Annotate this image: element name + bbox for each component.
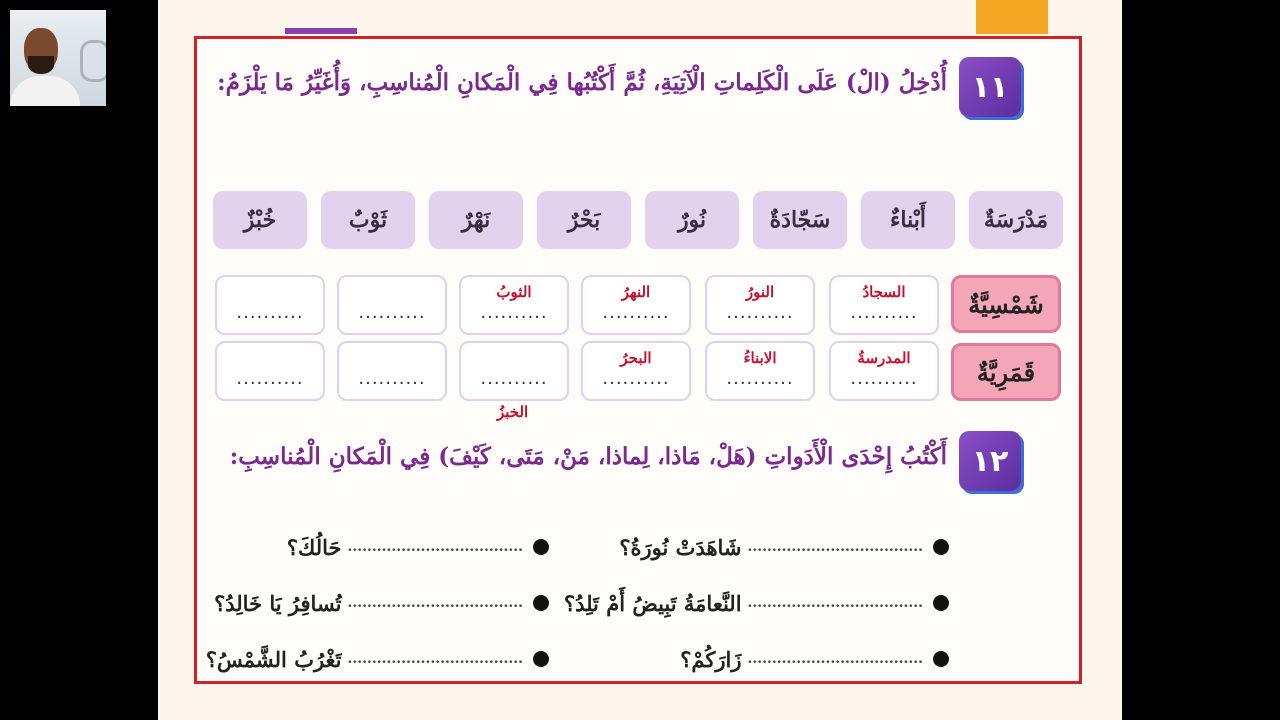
cell-dots: .......... bbox=[358, 368, 426, 389]
exercise-11-instruction: أُدْخِلُ (الْ) عَلَى الْكَلِماتِ الْآتِيَةِ، ثُمَّ أَكْتُبُها فِي الْمَكانِ الْمُناسِبِ، وَأُغَيِّرُ مَا يَلْزَمُ: bbox=[217, 69, 947, 96]
word-chip[interactable]: ثَوْبٌ bbox=[321, 191, 415, 249]
page-tab-purple bbox=[285, 28, 357, 34]
question-text: النَّعامَةُ تَبِيضُ أَمْ تَلِدُ؟ bbox=[563, 590, 742, 616]
answer-cell[interactable] bbox=[581, 275, 691, 335]
cell-answer: البحرُ bbox=[620, 349, 652, 367]
answer-cell[interactable] bbox=[581, 341, 691, 401]
bullet-icon bbox=[933, 651, 949, 667]
word-chip[interactable]: أَبْناءٌ bbox=[861, 191, 955, 249]
answer-cell[interactable] bbox=[705, 341, 815, 401]
cell-dots: .......... bbox=[602, 302, 670, 323]
question-text: تُسافِرُ يَا خَالِدُ؟ bbox=[214, 590, 342, 616]
handwritten-answer: الخبزُ bbox=[497, 403, 529, 421]
cell-dots: .......... bbox=[602, 368, 670, 389]
presenter-body bbox=[10, 76, 80, 106]
row-label-shamsiyya: شَمْسِيَّةٌ bbox=[951, 275, 1061, 333]
blank-dots[interactable]: .................................... bbox=[347, 651, 523, 667]
cell-dots: .......... bbox=[480, 302, 548, 323]
cell-answer: الابناءُ bbox=[743, 349, 777, 367]
cell-answer: النهرُ bbox=[621, 283, 651, 301]
answer-cell[interactable] bbox=[337, 275, 447, 335]
word-chip[interactable]: نُورٌ bbox=[645, 191, 739, 249]
presenter-beard bbox=[28, 56, 54, 74]
question-item bbox=[564, 583, 949, 623]
cell-dots: .......... bbox=[358, 302, 426, 323]
question-item bbox=[680, 639, 949, 679]
blank-dots[interactable]: .................................... bbox=[747, 651, 923, 667]
cell-answer: السجادُ bbox=[862, 283, 906, 301]
bullet-icon bbox=[533, 595, 549, 611]
airplane-window bbox=[80, 40, 106, 82]
presenter-webcam bbox=[10, 10, 106, 106]
exercise-12-number: ١٢ bbox=[959, 431, 1021, 491]
word-chip[interactable]: بَحْرٌ bbox=[537, 191, 631, 249]
answer-cell[interactable] bbox=[215, 275, 325, 335]
blank-dots[interactable]: .................................... bbox=[347, 595, 523, 611]
answer-cell[interactable] bbox=[459, 341, 569, 401]
answer-cell[interactable] bbox=[337, 341, 447, 401]
row-label-qamariyya: قَمَرِيَّةٌ bbox=[951, 343, 1061, 401]
worksheet-page bbox=[158, 0, 1122, 720]
question-item bbox=[214, 583, 549, 623]
cell-dots: .......... bbox=[236, 302, 304, 323]
blank-dots[interactable]: .................................... bbox=[347, 539, 523, 555]
word-chip[interactable]: سَجّادَةٌ bbox=[753, 191, 847, 249]
word-chip[interactable]: مَدْرَسَةٌ bbox=[969, 191, 1063, 249]
cell-answer: النورُ bbox=[745, 283, 775, 301]
bullet-icon bbox=[933, 539, 949, 555]
question-text: تَغْرُبُ الشَّمْسُ؟ bbox=[205, 646, 342, 672]
cell-answer: الثوبُ bbox=[496, 283, 532, 301]
question-item bbox=[619, 527, 949, 567]
bullet-icon bbox=[533, 539, 549, 555]
answer-cell[interactable] bbox=[705, 275, 815, 335]
answer-cell[interactable] bbox=[829, 341, 939, 401]
answer-cell[interactable] bbox=[459, 275, 569, 335]
cell-dots: .......... bbox=[726, 368, 794, 389]
word-chip[interactable]: نَهْرٌ bbox=[429, 191, 523, 249]
word-chip[interactable]: خُبْزٌ bbox=[213, 191, 307, 249]
exercise-frame bbox=[194, 36, 1082, 684]
answer-cell[interactable] bbox=[215, 341, 325, 401]
question-item bbox=[206, 639, 549, 679]
cell-answer: المدرسةُ bbox=[857, 349, 911, 367]
cell-dots: .......... bbox=[850, 302, 918, 323]
exercise-11-number: ١١ bbox=[959, 57, 1021, 117]
question-text: زَارَكُمْ؟ bbox=[680, 646, 742, 672]
blank-dots[interactable]: .................................... bbox=[747, 539, 923, 555]
cell-dots: .......... bbox=[480, 368, 548, 389]
cell-dots: .......... bbox=[850, 368, 918, 389]
question-text: شَاهَدَتْ نُورَةُ؟ bbox=[619, 534, 742, 560]
bullet-icon bbox=[533, 651, 549, 667]
blank-dots[interactable]: .................................... bbox=[747, 595, 923, 611]
page-tab-orange bbox=[976, 0, 1048, 34]
cell-dots: .......... bbox=[236, 368, 304, 389]
cell-dots: .......... bbox=[726, 302, 794, 323]
question-item bbox=[287, 527, 549, 567]
bullet-icon bbox=[933, 595, 949, 611]
answer-cell[interactable] bbox=[829, 275, 939, 335]
exercise-12-instruction: أَكْتُبُ إِحْدَى الْأَدَواتِ (هَلْ، مَاذا، لِماذا، مَنْ، مَتَى، كَيْفَ) فِي الْمَكانِ الْمُناسِبِ: bbox=[229, 443, 947, 470]
question-text: حَالُكَ؟ bbox=[286, 534, 342, 560]
